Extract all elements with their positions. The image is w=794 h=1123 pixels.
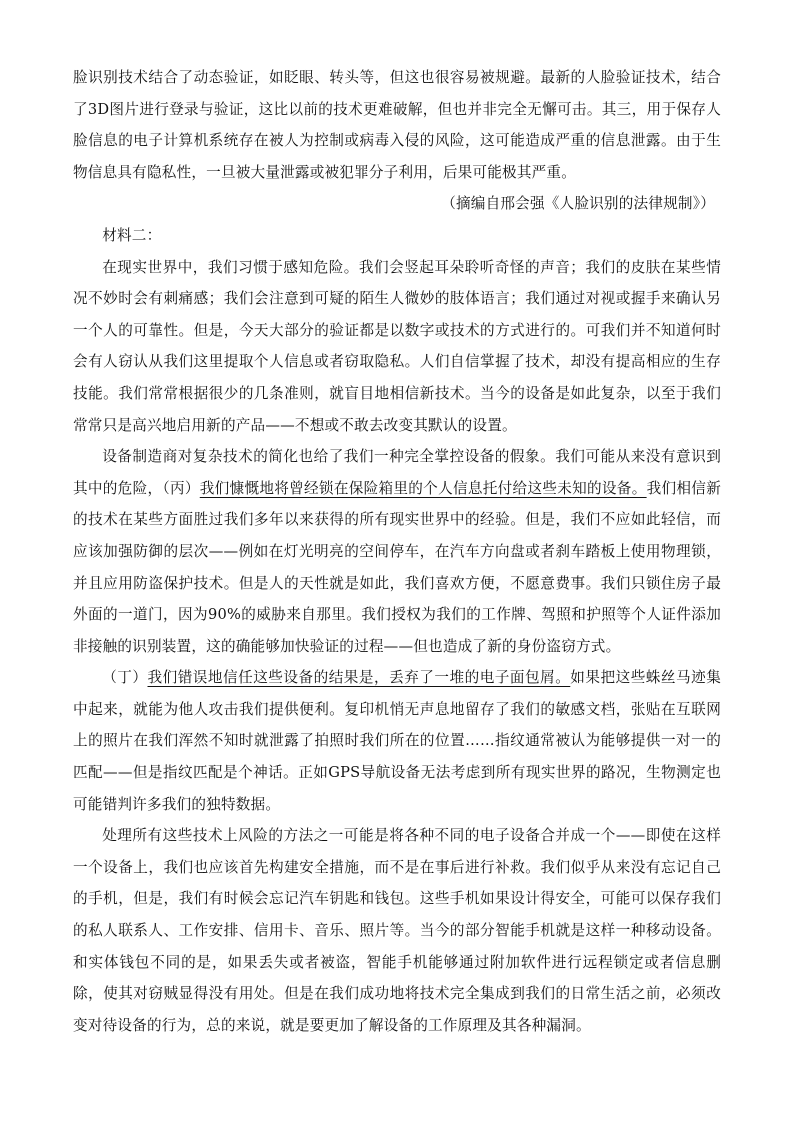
paragraph-3-rest: 如果把这些蛛丝马迹集中起来，就能为他人攻击我们提供便利。复印机悄无声息地留存了我们的敏感文档，张贴在互联网上的照片在我们浑然不知时就泄露了拍照时我们所在的位置……指纹通常被认为能够提供一对一的匹配——但是指纹匹配是个神话。正如GPS导航设备无法考虑到所有现实世界的路况，生物测定也可能错判许多我们的独特数据。	[73, 669, 721, 813]
underlined-sentence-ding: 我们错误地信任这些设备的结果是，丢弃了一堆的电子面包屑。	[147, 669, 571, 687]
paragraph-2-lead: 设备制造商对复杂技术的简化也给了我们一种完全掌控设备的假象。我们可能从来没有意识到其中的危险，（丙）	[73, 448, 721, 497]
paragraph-continuation: 脸识别技术结合了动态验证，如眨眼、转头等，但这也很容易被规避。最新的人脸验证技术，结合了3D图片进行登录与验证，这比以前的技术更难破解，但也并非完全无懈可击。其三，用于保存人脸信息的电子计算机系统存在被人为控制或病毒入侵的风险，这可能造成严重的信息泄露。由于生物信息具有隐私性，一旦被大量泄露或被犯罪分子利用，后果可能极其严重。	[73, 69, 721, 181]
paragraph-2-rest: 我们相信新的技术在某些方面胜过我们多年以来获得的所有现实世界中的经验。但是，我们不应如此轻信，而应该加强防御的层次——例如在灯光明亮的空间停车，在汽车方向盘或者刹车踏板上使用物理锁，并且应用防盗保护技术。但是人的天性就是如此，我们喜欢方便，不愿意费事。我们只锁住房子最外面的一道门，因为90%的威胁来自那里。我们授权为我们的工作牌、驾照和护照等个人证件添加非接触的识别装置，这的确能够加快验证的过程——但也造成了新的身份盗窃方式。	[73, 479, 721, 655]
section-heading: 材料二：	[102, 226, 162, 244]
paragraph-3	[73, 662, 721, 820]
paragraph-1: 在现实世界中，我们习惯于感知危险。我们会竖起耳朵聆听奇怪的声音；我们的皮肤在某些情况不妙时会有刺痛感；我们会注意到可疑的陌生人微妙的肢体语言；我们通过对视或握手来确认另一个人的可靠性。但是，今天大部分的验证都是以数字或技术的方式进行的。可我们并不知道何时会有人窃认从我们这里提取个人信息或者窃取隐私。人们自信掌握了技术，却没有提高相应的生存技能。我们常常根据很少的几条准则，就盲目地相信新技术。当今的设备是如此复杂，以至于我们常常只是高兴地启用新的产品——不想或不敢去改变其默认的设置。	[73, 258, 721, 434]
document-page	[73, 62, 721, 1041]
paragraph-4: 处理所有这些技术上风险的方法之一可能是将各种不同的电子设备合并成一个——即使在这样一个设备上，我们也应该首先构建安全措施，而不是在事后进行补救。我们似乎从来没有忘记自己的手机，但是，我们有时候会忘记汽车钥匙和钱包。这些手机如果设计得安全，可能可以保存我们的私人联系人、工作安排、信用卡、音乐、照片等。当今的部分智能手机就是这样一种移动设备。和实体钱包不同的是，如果丢失或者被盗，智能手机能够通过附加软件进行远程锁定或者信息删除，使其对窃贼显得没有用处。但是在我们成功地将技术完全集成到我们的日常生活之前，必须改变对待设备的行为，总的来说，就是要更加了解设备的工作原理及其各种漏洞。	[73, 827, 721, 1034]
paragraph-3-lead: （丁）	[102, 669, 148, 687]
source-citation: （摘编自邢会强《人脸识别的法律规制》）	[441, 195, 715, 213]
paragraph-2	[73, 441, 721, 662]
underlined-sentence-bing: 我们慷慨地将曾经锁在保险箱里的个人信息托付给这些未知的设备。	[199, 479, 647, 497]
